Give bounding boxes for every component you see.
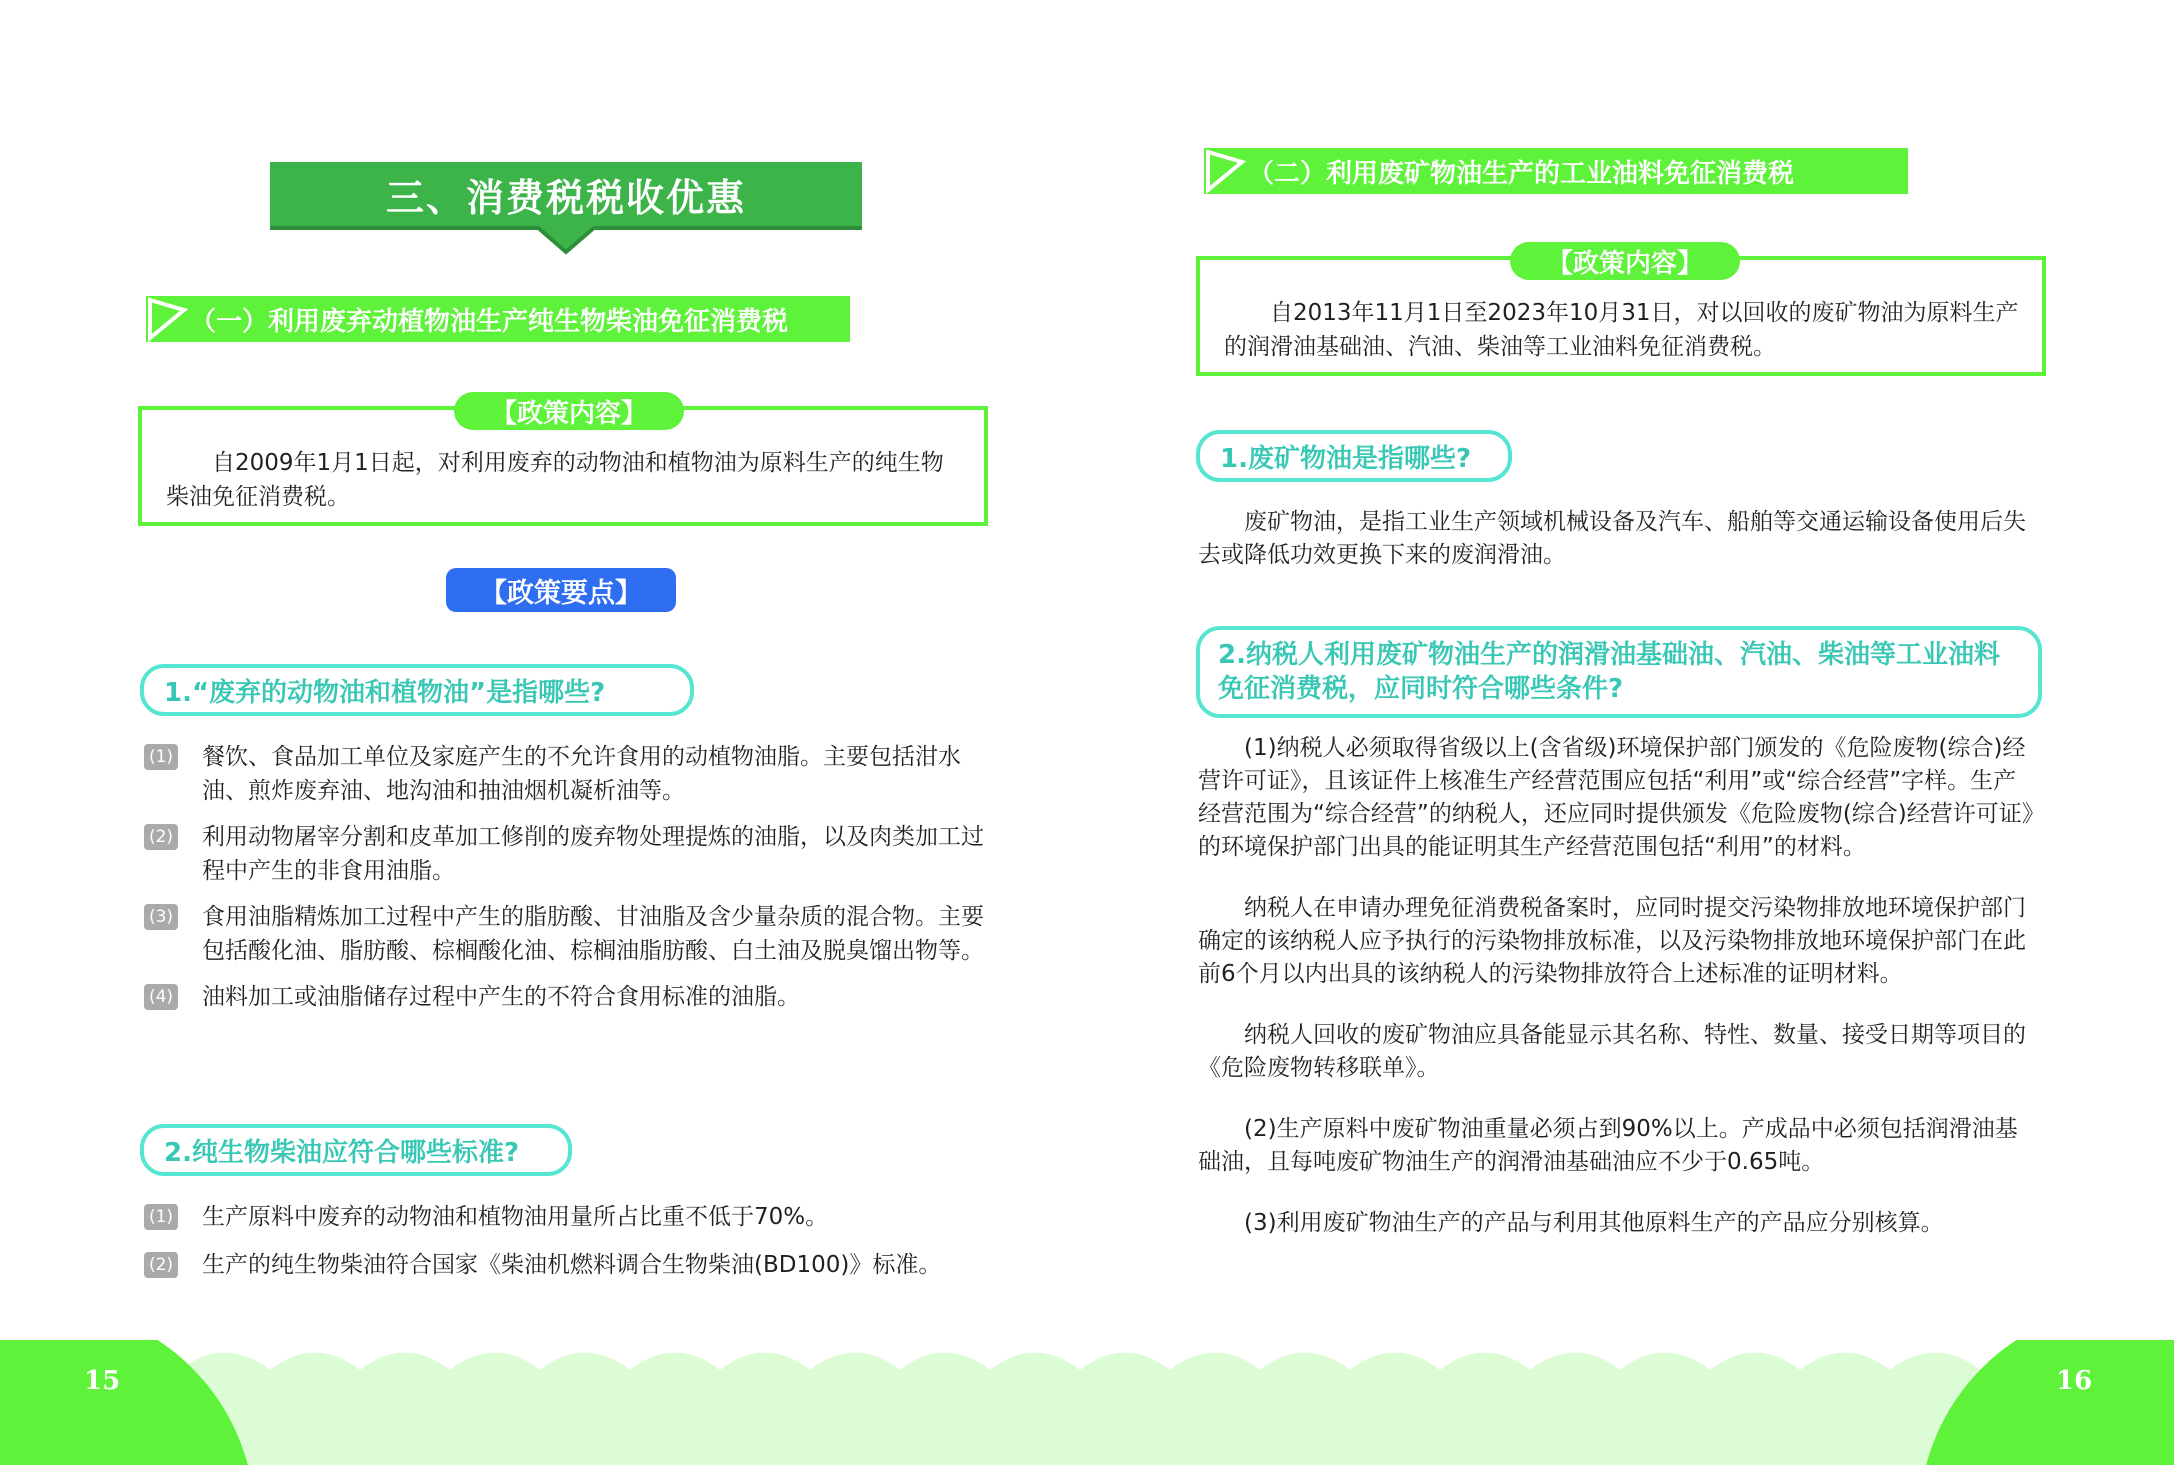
footer-wave	[0, 1330, 2174, 1465]
list-item	[144, 900, 984, 968]
section2-title: （二）利用废矿物油生产的工业油料免征消费税	[1248, 158, 1795, 189]
number-badge: (1)	[144, 1204, 178, 1230]
list-item	[144, 740, 984, 808]
list-item-text: 利用动物屠宰分割和皮革加工修削的废弃物处理提炼的油脂，以及肉类加工过程中产生的非食用油脂。	[202, 824, 984, 884]
conditions-body	[1198, 732, 2038, 1240]
number-badge: (2)	[144, 1252, 178, 1278]
main-title: 三、消费税税收优惠	[270, 162, 862, 230]
question-header-r1: 1.废矿物油是指哪些?	[1196, 430, 1512, 482]
q2-list	[144, 1200, 984, 1282]
page-circle-right	[1914, 1340, 2174, 1465]
title-notch	[536, 226, 596, 256]
flag-icon	[1196, 148, 1248, 194]
policy-text-2: 自2013年11月1日至2023年10月31日，对以回收的废矿物油为原料生产的润滑油基础油、汽油、柴油等工业油料免征消费税。	[1224, 300, 2019, 360]
paragraph: 纳税人回收的废矿物油应具备能显示其名称、特性、数量、接受日期等项目的《危险废物转移联单》。	[1198, 1022, 2026, 1081]
list-item-text: 食用油脂精炼加工过程中产生的脂肪酸、甘油脂及含少量杂质的混合物。主要包括酸化油、脂肪酸、棕榈酸化油、棕榈油脂肪酸、白土油及脱臭馏出物等。	[202, 904, 984, 964]
number-badge: (4)	[144, 984, 178, 1010]
list-item-text: 生产原料中废弃的动物油和植物油用量所占比重不低于70%。	[202, 1204, 829, 1230]
list-item-text: 生产的纯生物柴油符合国家《柴油机燃料调合生物柴油(BD100)》标准。	[202, 1252, 942, 1278]
q1-answer: 废矿物油，是指工业生产领域机械设备及汽车、船舶等交通运输设备使用后失去或降低功效更换下来的废润滑油。	[1198, 509, 2026, 568]
section1-banner	[138, 296, 850, 342]
paragraph: (3)利用废矿物油生产的产品与利用其他原料生产的产品应分别核算。	[1244, 1210, 1944, 1236]
list-item	[144, 1200, 984, 1234]
page-number-left: 15	[84, 1366, 121, 1396]
list-item	[144, 820, 984, 888]
page-number-right: 16	[2056, 1366, 2093, 1396]
number-badge: (1)	[144, 744, 178, 770]
list-item	[144, 980, 984, 1014]
flag-icon	[138, 296, 190, 342]
question-header-l2: 2.纯生物柴油应符合哪些标准?	[140, 1124, 572, 1176]
paragraph: 纳税人在申请办理免征消费税备案时，应同时提交污染物排放地环境保护部门确定的该纳税人应予执行的污染物排放标准，以及污染物排放地环境保护部门在此前6个月以内出具的该纳税人的污染物排放符合上述标准的证明材料。	[1198, 895, 2026, 987]
list-item	[144, 1248, 984, 1282]
question-header-r2: 2.纳税人利用废矿物油生产的润滑油基础油、汽油、柴油等工业油料免征消费税，应同时符合哪些条件?	[1196, 626, 2042, 718]
policy-points-label: 【政策要点】	[446, 568, 676, 612]
page-circle-left	[0, 1340, 260, 1465]
policy-label-1: 【政策内容】	[454, 392, 684, 430]
list-item-text: 油料加工或油脂储存过程中产生的不符合食用标准的油脂。	[202, 984, 800, 1010]
number-badge: (3)	[144, 904, 178, 930]
paragraph: (1)纳税人必须取得省级以上(含省级)环境保护部门颁发的《危险废物(综合)经营许可证》，且该证件上核准生产经营范围应包括“利用”或“综合经营”字样。生产经营范围为“综合经营”的纳税人，还应同时提供颁发《危险废物(综合)经营许可证》的环境保护部门出具的能证明其生产经营范围包括“利用”的材料。	[1198, 735, 2034, 860]
number-badge: (2)	[144, 824, 178, 850]
paragraph: (2)生产原料中废矿物油重量必须占到90%以上。产成品中必须包括润滑油基础油，且每吨废矿物油生产的润滑油基础油应不少于0.65吨。	[1198, 1116, 2018, 1175]
question-header-l1: 1.“废弃的动物油和植物油”是指哪些?	[140, 664, 694, 716]
section1-title: （一）利用废弃动植物油生产纯生物柴油免征消费税	[190, 306, 789, 337]
list-item-text: 餐饮、食品加工单位及家庭产生的不允许食用的动植物油脂。主要包括泔水油、煎炸废弃油、地沟油和抽油烟机凝析油等。	[202, 744, 961, 804]
q1-list	[144, 740, 984, 1014]
policy-text-1: 自2009年1月1日起，对利用废弃的动物油和植物油为原料生产的纯生物柴油免征消费税。	[166, 450, 944, 510]
policy-label-2: 【政策内容】	[1510, 242, 1740, 280]
section2-banner	[1196, 148, 1908, 194]
